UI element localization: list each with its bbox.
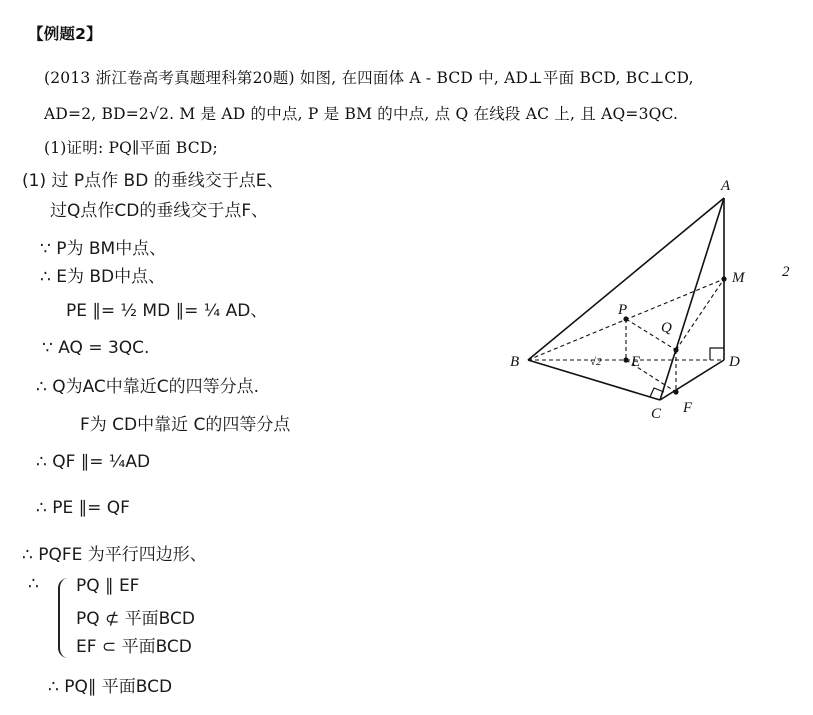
label-sqrt2: √2: [590, 356, 602, 368]
problem-statement-line-2: AD=2, BD=2√2. M 是 AD 的中点, P 是 BM 的中点, 点 Q 在线段 AC 上, 且 AQ=3QC.: [44, 105, 679, 123]
label-f: F: [683, 400, 693, 416]
point-e: [623, 357, 628, 362]
solution-line-4: ∴ E为 BD中点、: [40, 267, 166, 287]
label-q: Q: [661, 320, 672, 336]
label-m: M: [732, 270, 745, 286]
label-a: A: [721, 178, 731, 194]
solution-line-10: ∴ PE ∥= QF: [36, 498, 130, 518]
label-d: D: [729, 354, 740, 370]
solution-line-6: ∵ AQ = 3QC.: [42, 338, 150, 358]
segment-qm: [676, 279, 724, 350]
problem-statement-line-1: (2013 浙江卷高考真题理科第20题) 如图, 在四面体 A - BCD 中, AD⊥平面 BCD, BC⊥CD,: [44, 69, 694, 87]
solution-line-2: 过Q点作CD的垂线交于点F、: [50, 201, 269, 221]
solution-therefore-mark: ∴: [28, 574, 39, 594]
point-q: [673, 347, 678, 352]
point-m: [721, 276, 726, 281]
problem-part-1: (1)证明: PQ∥平面 BCD;: [44, 139, 218, 157]
solution-line-7: ∴ Q为AC中靠近C的四等分点.: [36, 377, 260, 397]
solution-line-13: PQ ⊄ 平面BCD: [76, 609, 196, 629]
example-title: 【例题2】: [28, 25, 102, 43]
solution-line-8: F为 CD中靠近 C的四等分点: [80, 415, 291, 435]
edge-ac: [660, 198, 724, 400]
label-p: P: [618, 302, 628, 318]
solution-line-14: EF ⊂ 平面BCD: [76, 637, 192, 657]
label-e: E: [631, 354, 641, 370]
point-f: [673, 389, 678, 394]
solution-line-11: ∴ PQFE 为平行四边形、: [22, 545, 207, 565]
edge-cd: [660, 360, 724, 400]
label-length-two: 2: [782, 264, 790, 280]
label-b: B: [510, 354, 520, 370]
solution-line-5: PE ∥= ½ MD ∥= ¼ AD、: [66, 301, 268, 321]
solution-line-3: ∵ P为 BM中点、: [40, 239, 167, 259]
solution-line-12: PQ ∥ EF: [76, 576, 140, 596]
solution-line-9: ∴ QF ∥= ¼AD: [36, 452, 151, 472]
solution-line-1: (1) 过 P点作 BD 的垂线交于点E、: [22, 171, 284, 191]
solution-line-15: ∴ PQ∥ 平面BCD: [48, 677, 173, 697]
right-angle-d: [710, 348, 724, 360]
tetrahedron-figure: [500, 170, 810, 430]
label-c: C: [651, 406, 662, 422]
condition-brace: [58, 578, 74, 658]
